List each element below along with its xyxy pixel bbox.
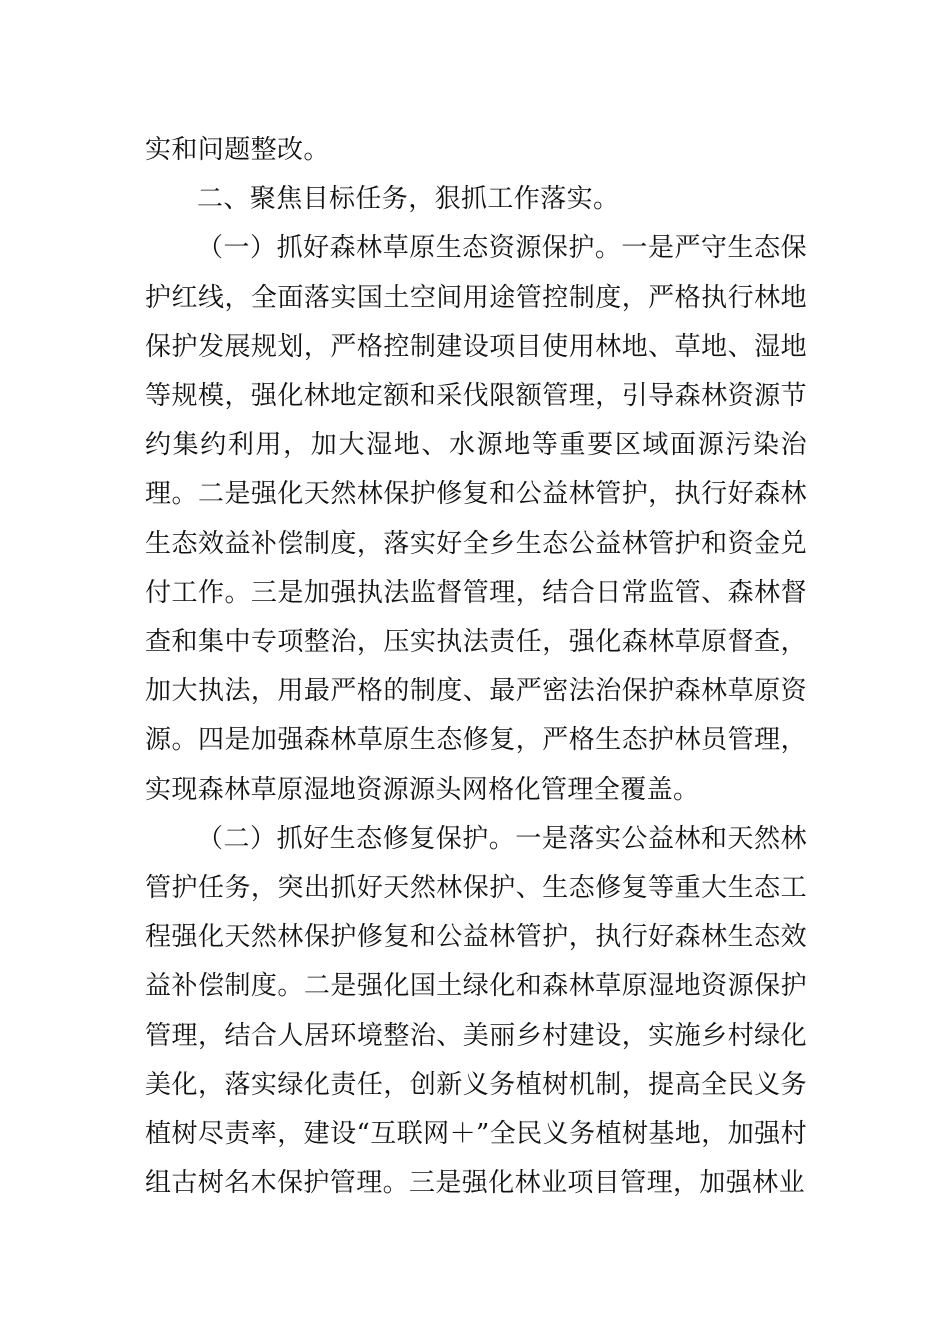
paragraph-forest-grassland-protection: （一）抓好森林草原生态资源保护。一是严守生态保护红线，全面落实国土空间用途管控制度，严格执行林地保护发展规划，严格控制建设项目使用林地、草地、湿地等规模，强化林地定额和采伐限额管理，引导森林资源节约集约利用，加大湿地、水源地等重要区域面源污染治理。二是强化天然林保护修复和公益林管护，执行好森林生态效益补偿制度，落实好全乡生态公益林管护和资金兑付工作。三是加强执法监督管理，结合日常监管、森林督查和集中专项整治，压实执法责任，强化森林草原督查，加大执法，用最严格的制度、最严密法治保护森林草原资源。四是加强森林草原生态修复，严格生态护林员管理，实现森林草原湿地资源源头网格化管理全覆盖。 <box>145 233 807 805</box>
document-body <box>145 126 807 1208</box>
section-heading: 二、聚焦目标任务，狠抓工作落实。 <box>197 184 620 215</box>
paragraph-continuation: 实和问题整改。 <box>145 135 330 165</box>
paragraph-ecological-restoration: （二）抓好生态修复保护。一是落实公益林和天然林管护任务，突出抓好天然林保护、生态修复等重大生态工程强化天然林保护修复和公益林管护，执行好森林生态效益补偿制度。二是强化国土绿化和森林草原湿地资源保护管理，结合人居环境整治、美丽乡村建设，实施乡村绿化美化，落实绿化责任，创新义务植树机制，提高全民义务植树尽责率，建设“互联网＋”全民义务植树基地，加强村组古树名木保护管理。三是强化林业项目管理，加强林业 <box>145 823 807 1199</box>
